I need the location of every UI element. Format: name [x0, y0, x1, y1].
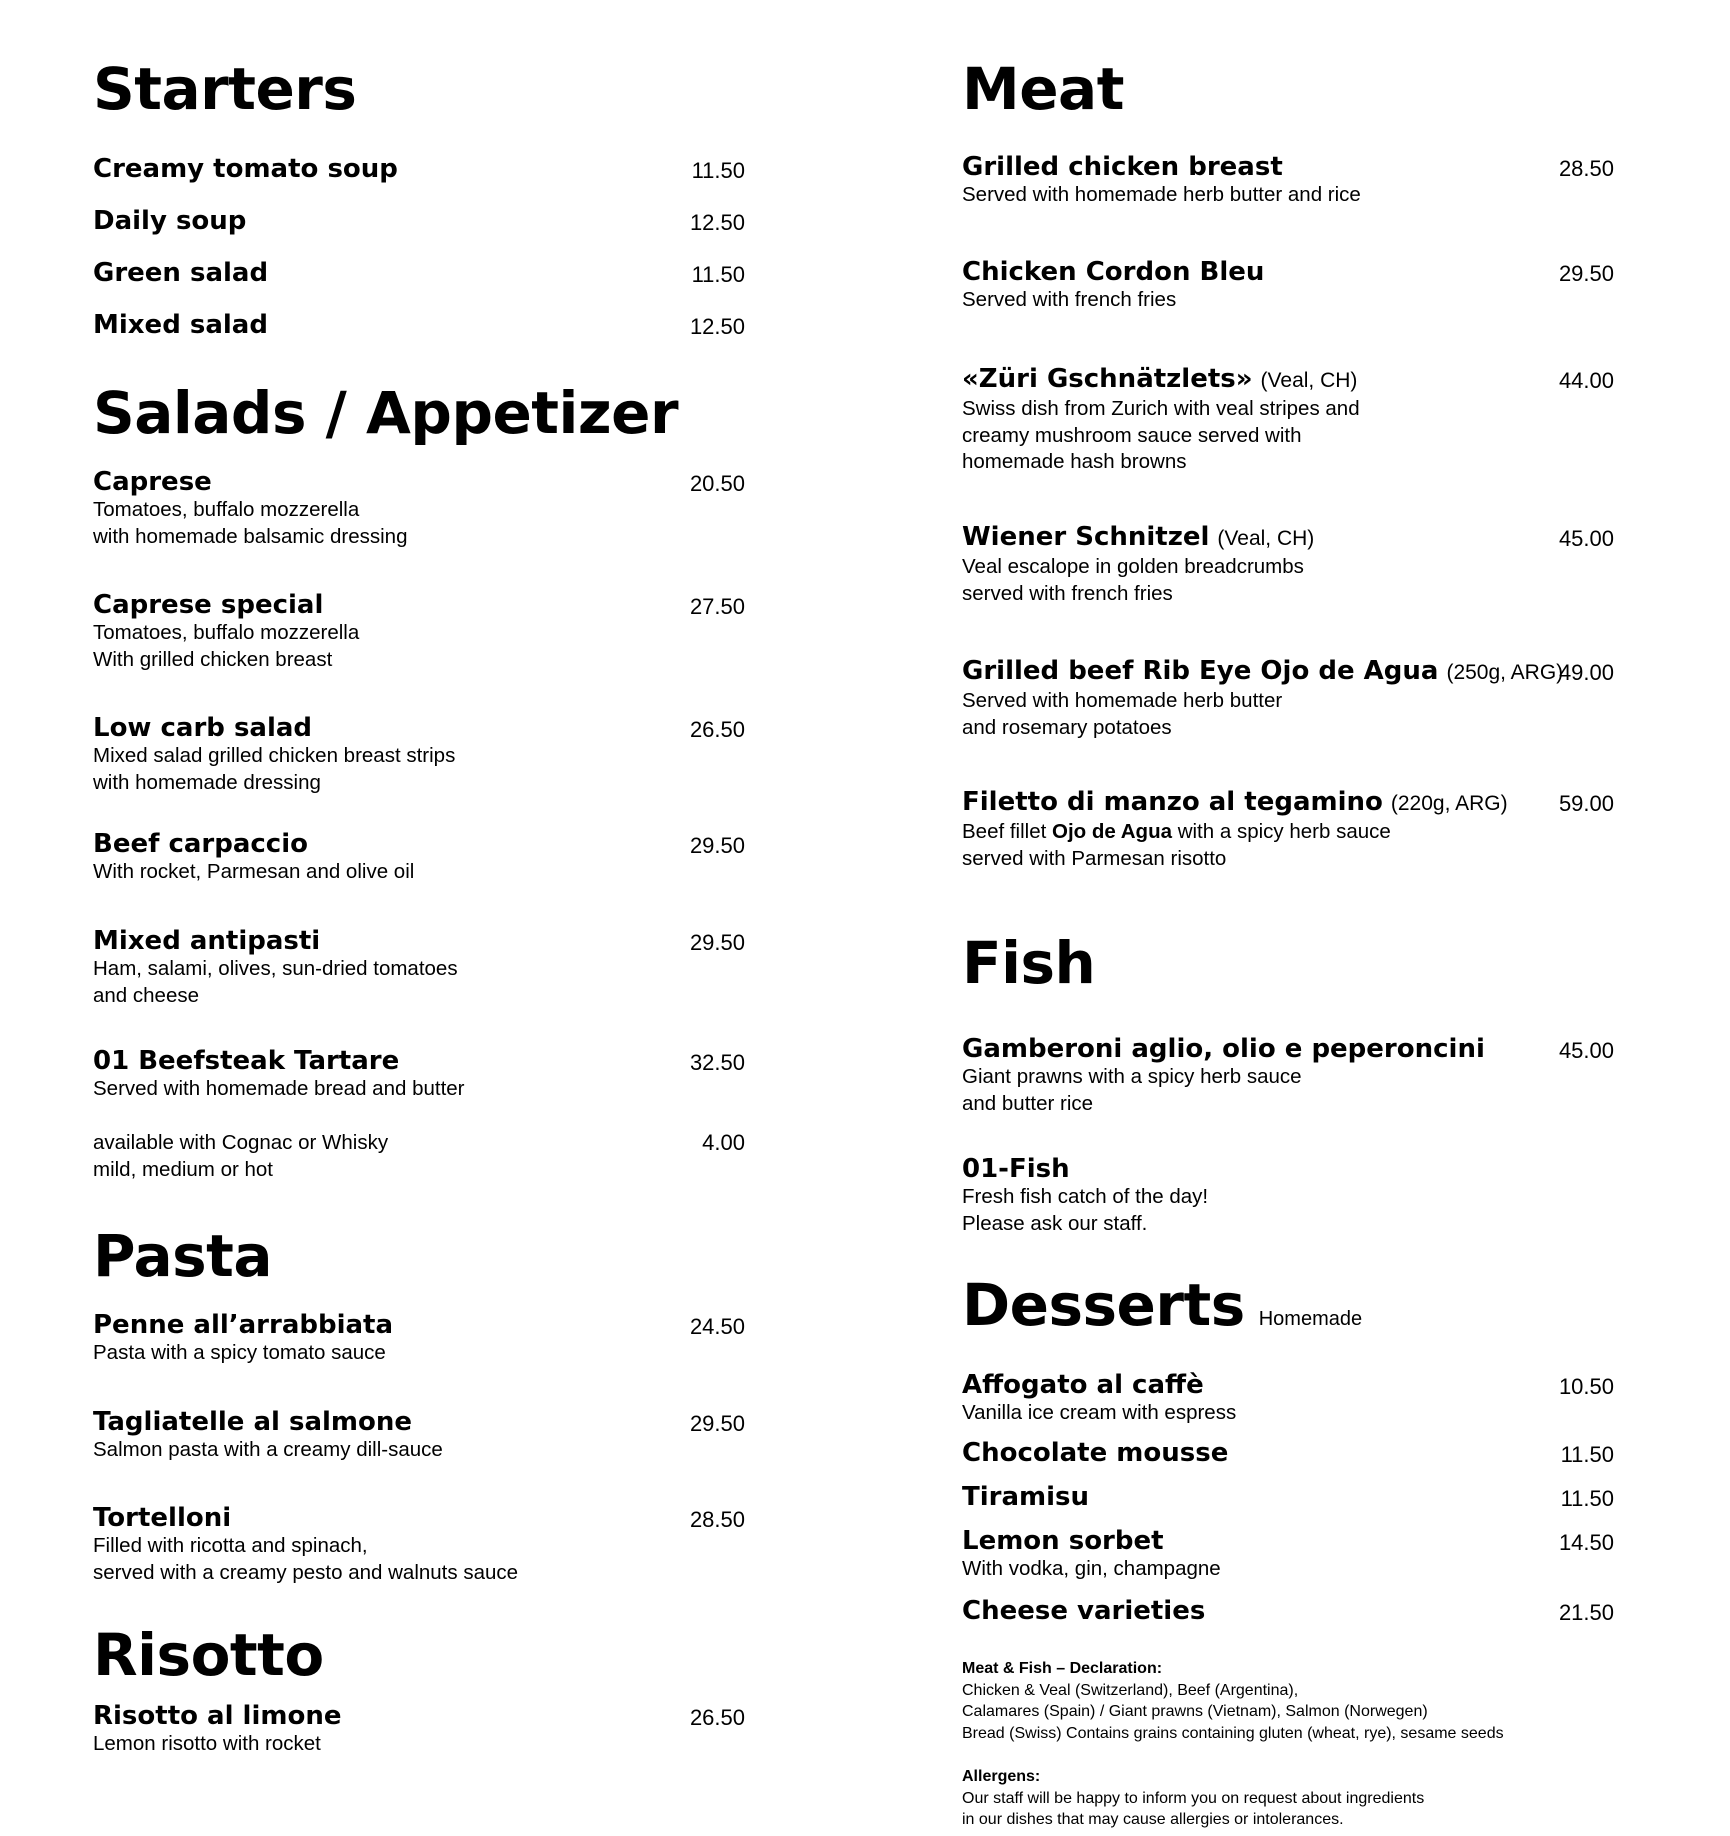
section-title-fish: Fish	[962, 929, 1096, 997]
menu-item	[962, 1596, 1614, 1626]
menu-item	[962, 1526, 1614, 1583]
item-description: Mixed salad grilled chicken breast strips	[93, 744, 456, 767]
spacer	[962, 1744, 1504, 1766]
declaration-line: Bread (Swiss) Contains grains containing gluten (wheat, rye), sesame seeds	[962, 1724, 1504, 1742]
item-name: Penne all’arrabbiata	[93, 1310, 394, 1340]
menu-item	[962, 152, 1614, 209]
item-description: with homemade balsamic dressing	[93, 524, 408, 548]
item-price: 26.50	[689, 1705, 745, 1730]
menu-item	[962, 656, 1614, 741]
item-origin: (250g, ARG)	[1446, 661, 1564, 684]
menu-item	[93, 467, 745, 550]
section-title-text: Desserts	[962, 1271, 1245, 1339]
item-description: served with Parmesan risotto	[962, 846, 1227, 870]
item-name-row	[962, 656, 1614, 688]
item-description: and cheese	[93, 983, 200, 1007]
item-description: Tomatoes, buffalo mozzerella	[93, 621, 360, 644]
item-description: served with a creamy pesto and walnuts sauce	[93, 1560, 519, 1584]
item-name: Grilled chicken breast	[962, 152, 1283, 182]
item-price: 12.50	[689, 314, 745, 339]
item-description: with homemade dressing	[93, 770, 321, 794]
section-title-salads: Salads / Appetizer	[93, 379, 679, 447]
menu-item	[962, 1034, 1614, 1117]
item-price: 45.00	[1558, 1038, 1614, 1063]
item-description: Served with homemade herb butter and rice	[962, 183, 1361, 206]
item-name: Tagliatelle al salmone	[93, 1407, 413, 1437]
menu-item	[93, 310, 745, 340]
item-name: «Züri Gschnätzlets»	[962, 364, 1253, 394]
item-description: Pasta with a spicy tomato sauce	[93, 1341, 386, 1364]
menu-item	[962, 1438, 1614, 1468]
item-price: 29.50	[1558, 261, 1614, 286]
item-origin: (Veal, CH)	[1217, 527, 1315, 550]
item-description: Served with homemade bread and butter	[93, 1077, 465, 1100]
item-name: Beef carpaccio	[93, 829, 308, 859]
item-name: Grilled beef Rib Eye Ojo de Agua	[962, 656, 1439, 686]
item-description: Please ask our staff.	[962, 1211, 1148, 1235]
item-description: Served with french fries	[962, 288, 1177, 311]
item-price: 29.50	[689, 833, 745, 858]
allergens-line: Our staff will be happy to inform you on request about ingredients	[962, 1789, 1425, 1807]
menu-item	[93, 1310, 745, 1367]
item-price: 59.00	[1558, 791, 1614, 816]
item-price: 11.50	[691, 158, 745, 183]
section-note: Homemade	[1258, 1308, 1363, 1330]
section-title-pasta: Pasta	[93, 1222, 272, 1290]
menu-item	[93, 1046, 745, 1103]
item-description: Lemon risotto with rocket	[93, 1732, 321, 1755]
item-name: Wiener Schnitzel	[962, 522, 1210, 552]
item-description: homemade hash browns	[962, 450, 1187, 473]
item-price: 20.50	[689, 471, 745, 496]
menu-item	[962, 1370, 1614, 1427]
section-title-starters: Starters	[93, 55, 357, 123]
item-price: 10.50	[1558, 1374, 1614, 1399]
item-name: Affogato al caffè	[962, 1370, 1204, 1400]
item-description: and rosemary potatoes	[962, 715, 1172, 739]
item-name: Mixed antipasti	[93, 926, 321, 956]
addon-line: mild, medium or hot	[93, 1157, 274, 1181]
menu-item	[93, 206, 745, 236]
menu-item-addon	[93, 1130, 745, 1183]
item-name: Gamberoni aglio, olio e peperoncini	[962, 1034, 1485, 1064]
menu-item	[93, 1503, 745, 1586]
item-description: Fresh fish catch of the day!	[962, 1185, 1209, 1208]
menu-item	[962, 1154, 1614, 1237]
allergens-heading: Allergens:	[962, 1768, 1041, 1785]
item-name: Risotto al limone	[93, 1701, 342, 1731]
item-description: Salmon pasta with a creamy dill-sauce	[93, 1438, 443, 1461]
menu-item	[93, 1407, 745, 1464]
item-name: Filetto di manzo al tegamino	[962, 787, 1383, 817]
item-origin: (220g, ARG)	[1390, 792, 1508, 815]
item-price: 11.50	[1560, 1486, 1614, 1511]
desc-part-bold: Ojo de Agua	[1052, 820, 1172, 843]
item-name: Cheese varieties	[962, 1596, 1206, 1626]
item-price: 11.50	[691, 262, 745, 287]
allergens-line: in our dishes that may cause allergies or intolerances.	[962, 1811, 1344, 1828]
desc-part: Beef fillet	[962, 820, 1053, 843]
item-name: Lemon sorbet	[962, 1526, 1164, 1556]
item-name: Tortelloni	[93, 1503, 232, 1533]
item-name: Low carb salad	[93, 713, 313, 743]
item-description: With grilled chicken breast	[93, 647, 333, 671]
declaration-line: Calamares (Spain) / Giant prawns (Vietnam), Salmon (Norwegen)	[962, 1703, 1428, 1720]
section-title-risotto: Risotto	[93, 1621, 324, 1689]
item-description	[962, 819, 1614, 846]
item-name: Caprese special	[93, 590, 324, 620]
item-price: 21.50	[1558, 1600, 1614, 1625]
item-name: Tiramisu	[962, 1482, 1090, 1512]
item-price: 28.50	[1558, 156, 1614, 181]
item-name-row	[962, 787, 1614, 819]
item-description: Tomatoes, buffalo mozzerella	[93, 498, 360, 521]
item-price: 44.00	[1558, 368, 1614, 393]
item-origin: (Veal, CH)	[1260, 369, 1358, 392]
menu-item	[93, 829, 745, 886]
menu-item	[93, 154, 745, 184]
menu-item	[962, 1482, 1614, 1512]
item-description: Filled with ricotta and spinach,	[93, 1534, 368, 1557]
item-name: Daily soup	[93, 206, 247, 236]
menu-item	[962, 257, 1614, 314]
desc-part: with a spicy herb sauce	[1172, 820, 1391, 843]
item-name: 01-Fish	[962, 1154, 1070, 1184]
item-price: 29.50	[689, 930, 745, 955]
item-name: Chocolate mousse	[962, 1438, 1229, 1468]
item-name: 01 Beefsteak Tartare	[93, 1046, 400, 1076]
item-price: 32.50	[689, 1050, 745, 1075]
item-description: With vodka, gin, champagne	[962, 1557, 1221, 1580]
addon-line: available with Cognac or Whisky	[93, 1131, 389, 1154]
item-description: Vanilla ice cream with espress	[962, 1401, 1237, 1424]
item-price: 14.50	[1558, 1530, 1614, 1555]
section-title-meat: Meat	[962, 55, 1124, 123]
item-description: With rocket, Parmesan and olive oil	[93, 860, 415, 883]
item-description: Swiss dish from Zurich with veal stripes and	[962, 397, 1360, 420]
item-description: Giant prawns with a spicy herb sauce	[962, 1065, 1302, 1088]
item-name: Creamy tomato soup	[93, 154, 398, 184]
item-name-row	[962, 364, 1614, 396]
item-name: Green salad	[93, 258, 269, 288]
menu-item	[962, 787, 1614, 872]
item-price: 27.50	[689, 594, 745, 619]
item-description: served with french fries	[962, 581, 1173, 605]
item-name: Mixed salad	[93, 310, 268, 340]
item-price: 28.50	[689, 1507, 745, 1532]
section-title-desserts	[962, 1271, 1363, 1339]
item-price: 49.00	[1558, 660, 1614, 685]
menu-item	[93, 1701, 745, 1758]
menu-item	[93, 590, 745, 673]
item-price: 45.00	[1558, 526, 1614, 551]
menu-item	[93, 258, 745, 288]
item-name: Caprese	[93, 467, 212, 497]
item-name: Chicken Cordon Bleu	[962, 257, 1265, 287]
item-price: 29.50	[689, 1411, 745, 1436]
declaration-heading: Meat & Fish – Declaration:	[962, 1660, 1163, 1677]
item-price: 4.00	[702, 1130, 745, 1155]
menu-item	[93, 713, 745, 796]
item-name-row	[962, 522, 1614, 554]
menu-item	[962, 364, 1614, 476]
item-price: 26.50	[689, 717, 745, 742]
item-description: and butter rice	[962, 1091, 1094, 1115]
item-description: Ham, salami, olives, sun-dried tomatoes	[93, 957, 458, 980]
item-description: Veal escalope in golden breadcrumbs	[962, 555, 1304, 578]
item-price: 24.50	[689, 1314, 745, 1339]
declaration-line: Chicken & Veal (Switzerland), Beef (Argentina),	[962, 1681, 1299, 1699]
item-description: Served with homemade herb butter	[962, 689, 1283, 712]
item-price: 12.50	[689, 210, 745, 235]
menu-item	[962, 522, 1614, 607]
menu-item	[93, 926, 745, 1009]
item-price: 11.50	[1560, 1442, 1614, 1467]
footnotes	[962, 1658, 1504, 1831]
item-description: creamy mushroom sauce served with	[962, 423, 1302, 447]
